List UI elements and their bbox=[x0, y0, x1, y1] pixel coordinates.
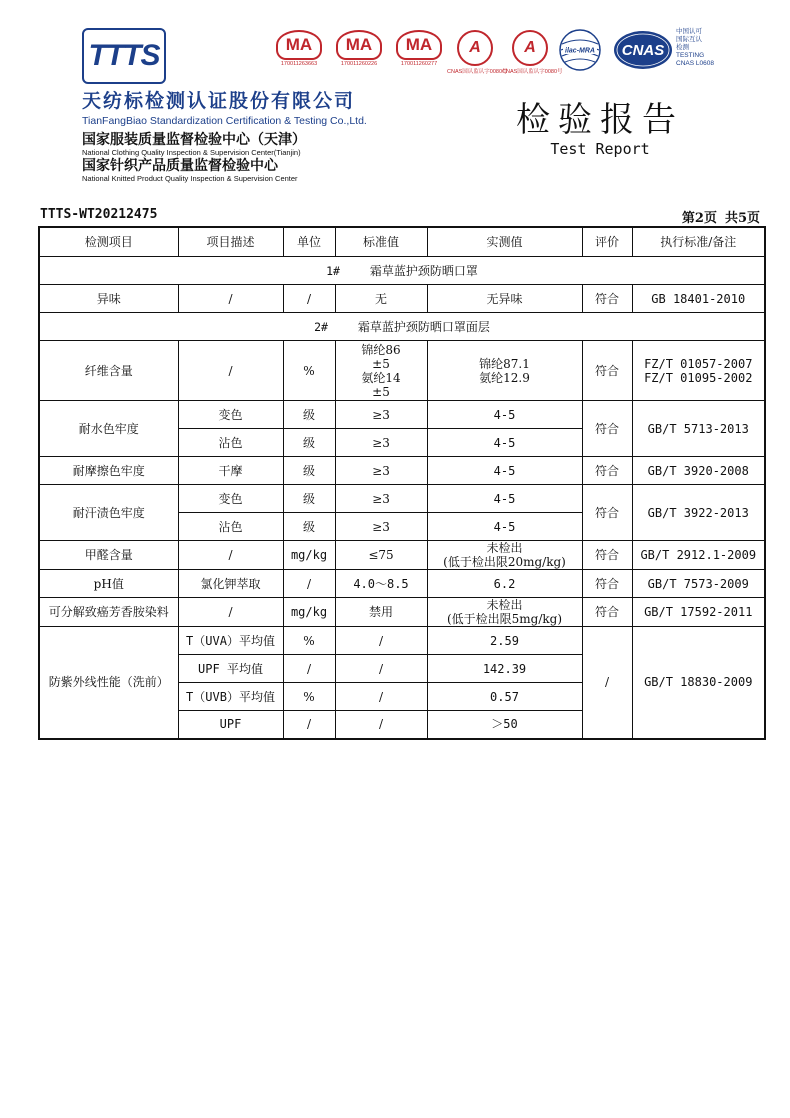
standard-cell: ≥3 bbox=[335, 513, 427, 541]
reference-line: FZ/T 01057-2007 bbox=[644, 356, 753, 371]
desc-cell: 沾色 bbox=[178, 513, 283, 541]
result-cell: 4-5 bbox=[427, 401, 582, 429]
cal-mark-number: CNAS国认监认字0080号 bbox=[447, 69, 508, 75]
reference-line: FZ/T 01095-2002 bbox=[644, 370, 753, 385]
standard-cell: 禁用 bbox=[335, 598, 427, 627]
cnas-icon bbox=[612, 28, 674, 72]
item-cell: pH值 bbox=[39, 570, 178, 598]
knitted-center-block bbox=[82, 158, 412, 184]
desc-cell: T（UVA）平均值 bbox=[178, 627, 283, 655]
unit-cell: % bbox=[283, 341, 335, 401]
company-name-block bbox=[82, 90, 412, 128]
standard-line: 锦纶86 bbox=[361, 342, 401, 357]
desc-cell: / bbox=[178, 285, 283, 313]
standard-cell bbox=[335, 341, 427, 401]
unit-cell: mg/kg bbox=[283, 541, 335, 570]
ma-mark-icon: MA bbox=[396, 30, 442, 60]
table-row bbox=[39, 570, 765, 598]
column-header: 单位 bbox=[283, 227, 335, 257]
result-cell: 6.2 bbox=[427, 570, 582, 598]
page-number: 第2页 bbox=[681, 211, 717, 226]
section-row bbox=[39, 257, 765, 285]
section-cell bbox=[39, 257, 765, 285]
standard-cell: / bbox=[335, 627, 427, 655]
standard-line: ±5 bbox=[372, 384, 390, 399]
standard-cell: ≥3 bbox=[335, 457, 427, 485]
section-name: 霜草蓝护颈防晒口罩 bbox=[369, 263, 478, 278]
evaluation-cell: / bbox=[582, 627, 632, 739]
report-title bbox=[510, 100, 690, 158]
cnas-text-line: 国际互认 bbox=[676, 36, 702, 43]
cal-mark-1 bbox=[447, 30, 508, 76]
unit-cell: 级 bbox=[283, 485, 335, 513]
logo-text: TTTS bbox=[88, 39, 160, 72]
result-cell: 142.39 bbox=[427, 655, 582, 683]
reference-cell bbox=[632, 341, 765, 401]
unit-cell: % bbox=[283, 683, 335, 711]
result-cell: ＞50 bbox=[427, 711, 582, 739]
evaluation-cell: 符合 bbox=[582, 485, 632, 541]
test-results-table bbox=[38, 226, 766, 740]
ma-mark-1 bbox=[276, 30, 322, 76]
company-logo bbox=[82, 28, 166, 84]
table-row bbox=[39, 598, 765, 627]
reference-cell: GB/T 17592-2011 bbox=[632, 598, 765, 627]
desc-cell: UPF 平均值 bbox=[178, 655, 283, 683]
table-row bbox=[39, 285, 765, 313]
reference-cell: GB/T 5713-2013 bbox=[632, 401, 765, 457]
page-indicator bbox=[682, 207, 760, 226]
section-number: 2# bbox=[314, 319, 328, 334]
unit-cell: / bbox=[283, 711, 335, 739]
section-row bbox=[39, 313, 765, 341]
standard-cell: 4.0～8.5 bbox=[335, 570, 427, 598]
cal-mark-icon: A bbox=[457, 30, 493, 66]
result-cell: 4-5 bbox=[427, 513, 582, 541]
unit-cell: 级 bbox=[283, 401, 335, 429]
evaluation-cell: 符合 bbox=[582, 598, 632, 627]
item-cell: 耐汗渍色牢度 bbox=[39, 485, 178, 541]
unit-cell: 级 bbox=[283, 457, 335, 485]
result-cell: 2.59 bbox=[427, 627, 582, 655]
ma-mark-number: 170011263663 bbox=[280, 61, 318, 67]
desc-cell: / bbox=[178, 541, 283, 570]
table-row bbox=[39, 485, 765, 513]
knitted-center-cn: 国家针织产品质量监督检验中心 bbox=[82, 158, 278, 174]
reference-cell: GB/T 2912.1-2009 bbox=[632, 541, 765, 570]
item-cell: 耐水色牢度 bbox=[39, 401, 178, 457]
item-cell: 纤维含量 bbox=[39, 341, 178, 401]
result-line: 未检出 bbox=[486, 541, 523, 555]
column-header: 实测值 bbox=[427, 227, 582, 257]
ma-mark-2 bbox=[336, 30, 382, 76]
standard-cell: ≤75 bbox=[335, 541, 427, 570]
result-line: 锦纶87.1 bbox=[479, 356, 530, 371]
section-number: 1# bbox=[326, 263, 340, 278]
report-title-cn: 检验报告 bbox=[516, 100, 684, 140]
item-cell: 异味 bbox=[39, 285, 178, 313]
knitted-center-en: National Knitted Product Quality Inspection & Supervision Center bbox=[82, 174, 298, 183]
reference-cell: GB/T 3920-2008 bbox=[632, 457, 765, 485]
cnas-text-line: CNAS L0608 bbox=[676, 60, 714, 67]
table-row bbox=[39, 457, 765, 485]
desc-cell: 干摩 bbox=[178, 457, 283, 485]
table-row bbox=[39, 341, 765, 401]
unit-cell: / bbox=[283, 655, 335, 683]
table-row bbox=[39, 541, 765, 570]
desc-cell: / bbox=[178, 341, 283, 401]
cnas-accreditation-text bbox=[676, 28, 714, 68]
cal-mark-icon: A bbox=[512, 30, 548, 66]
unit-cell: / bbox=[283, 285, 335, 313]
cal-mark-2 bbox=[502, 30, 563, 76]
item-cell: 耐摩擦色牢度 bbox=[39, 457, 178, 485]
desc-cell: T（UVB）平均值 bbox=[178, 683, 283, 711]
column-header: 执行标准/备注 bbox=[632, 227, 765, 257]
cal-mark-number: CNAS国认监认字0080号 bbox=[502, 69, 563, 75]
result-cell: 4-5 bbox=[427, 485, 582, 513]
result-line: (低于检出限20mg/kg) bbox=[443, 555, 566, 569]
evaluation-cell: 符合 bbox=[582, 457, 632, 485]
evaluation-cell: 符合 bbox=[582, 285, 632, 313]
standard-cell: 无 bbox=[335, 285, 427, 313]
ilac-mra-icon bbox=[558, 28, 602, 72]
cnas-text-line: 中国认可 bbox=[676, 28, 702, 35]
ilac-label: ilac-MRA bbox=[565, 47, 595, 55]
column-header: 检测项目 bbox=[39, 227, 178, 257]
table-row bbox=[39, 401, 765, 429]
result-cell: 4-5 bbox=[427, 429, 582, 457]
reference-cell: GB/T 3922-2013 bbox=[632, 485, 765, 541]
ma-mark-number: 170011260277 bbox=[400, 61, 438, 67]
desc-cell: 氯化钾萃取 bbox=[178, 570, 283, 598]
evaluation-cell: 符合 bbox=[582, 401, 632, 457]
unit-cell: mg/kg bbox=[283, 598, 335, 627]
clothing-center-block bbox=[82, 132, 412, 158]
column-header: 标准值 bbox=[335, 227, 427, 257]
unit-cell: % bbox=[283, 627, 335, 655]
evaluation-cell: 符合 bbox=[582, 541, 632, 570]
cnas-label: CNAS bbox=[621, 42, 665, 59]
standard-cell: ≥3 bbox=[335, 401, 427, 429]
result-cell bbox=[427, 341, 582, 401]
table-row bbox=[39, 627, 765, 655]
company-name-en: TianFangBiao Standardization Certification & Testing Co.,Ltd. bbox=[82, 115, 367, 127]
standard-cell: ≥3 bbox=[335, 429, 427, 457]
clothing-center-en: National Clothing Quality Inspection & Supervision Center(Tianjin) bbox=[82, 148, 301, 157]
item-cell: 防紫外线性能（洗前） bbox=[39, 627, 178, 739]
result-line: 未检出 bbox=[486, 598, 523, 612]
reference-cell: GB/T 7573-2009 bbox=[632, 570, 765, 598]
item-cell: 甲醛含量 bbox=[39, 541, 178, 570]
cnas-text-line: 检测 bbox=[676, 44, 689, 51]
page-total: 共5页 bbox=[724, 211, 760, 226]
unit-cell: / bbox=[283, 570, 335, 598]
result-cell: 0.57 bbox=[427, 683, 582, 711]
clothing-center-cn: 国家服装质量监督检验中心（天津） bbox=[82, 132, 306, 148]
report-title-en: Test Report bbox=[550, 140, 650, 158]
desc-cell: 变色 bbox=[178, 485, 283, 513]
cnas-text-line: TESTING bbox=[676, 52, 705, 59]
result-line: (低于检出限5mg/kg) bbox=[446, 612, 563, 626]
result-cell: 4-5 bbox=[427, 457, 582, 485]
result-cell bbox=[427, 541, 582, 570]
unit-cell: 级 bbox=[283, 513, 335, 541]
reference-cell: GB/T 18830-2009 bbox=[632, 627, 765, 739]
ma-mark-icon: MA bbox=[276, 30, 322, 60]
standard-cell: ≥3 bbox=[335, 485, 427, 513]
section-name: 霜草蓝护颈防晒口罩面层 bbox=[357, 319, 490, 334]
ma-mark-number: 170011260226 bbox=[340, 61, 378, 67]
evaluation-cell: 符合 bbox=[582, 341, 632, 401]
company-name-cn: 天纺标检测认证股份有限公司 bbox=[82, 90, 356, 112]
report-number: TTTS-WT20212475 bbox=[40, 207, 158, 222]
table-header-row bbox=[39, 227, 765, 257]
standard-cell: / bbox=[335, 711, 427, 739]
result-cell bbox=[427, 598, 582, 627]
standard-cell: / bbox=[335, 655, 427, 683]
column-header: 项目描述 bbox=[178, 227, 283, 257]
desc-cell: UPF bbox=[178, 711, 283, 739]
unit-cell: 级 bbox=[283, 429, 335, 457]
standard-line: ±5 bbox=[372, 356, 390, 371]
reference-cell: GB 18401-2010 bbox=[632, 285, 765, 313]
result-line: 氨纶12.9 bbox=[479, 370, 530, 385]
column-header: 评价 bbox=[582, 227, 632, 257]
section-cell bbox=[39, 313, 765, 341]
standard-line: 氨纶14 bbox=[361, 370, 401, 385]
standard-cell: / bbox=[335, 683, 427, 711]
evaluation-cell: 符合 bbox=[582, 570, 632, 598]
desc-cell: 沾色 bbox=[178, 429, 283, 457]
desc-cell: 变色 bbox=[178, 401, 283, 429]
result-cell: 无异味 bbox=[427, 285, 582, 313]
item-cell: 可分解致癌芳香胺染料 bbox=[39, 598, 178, 627]
ma-mark-icon: MA bbox=[336, 30, 382, 60]
desc-cell: / bbox=[178, 598, 283, 627]
ma-mark-3 bbox=[396, 30, 442, 76]
